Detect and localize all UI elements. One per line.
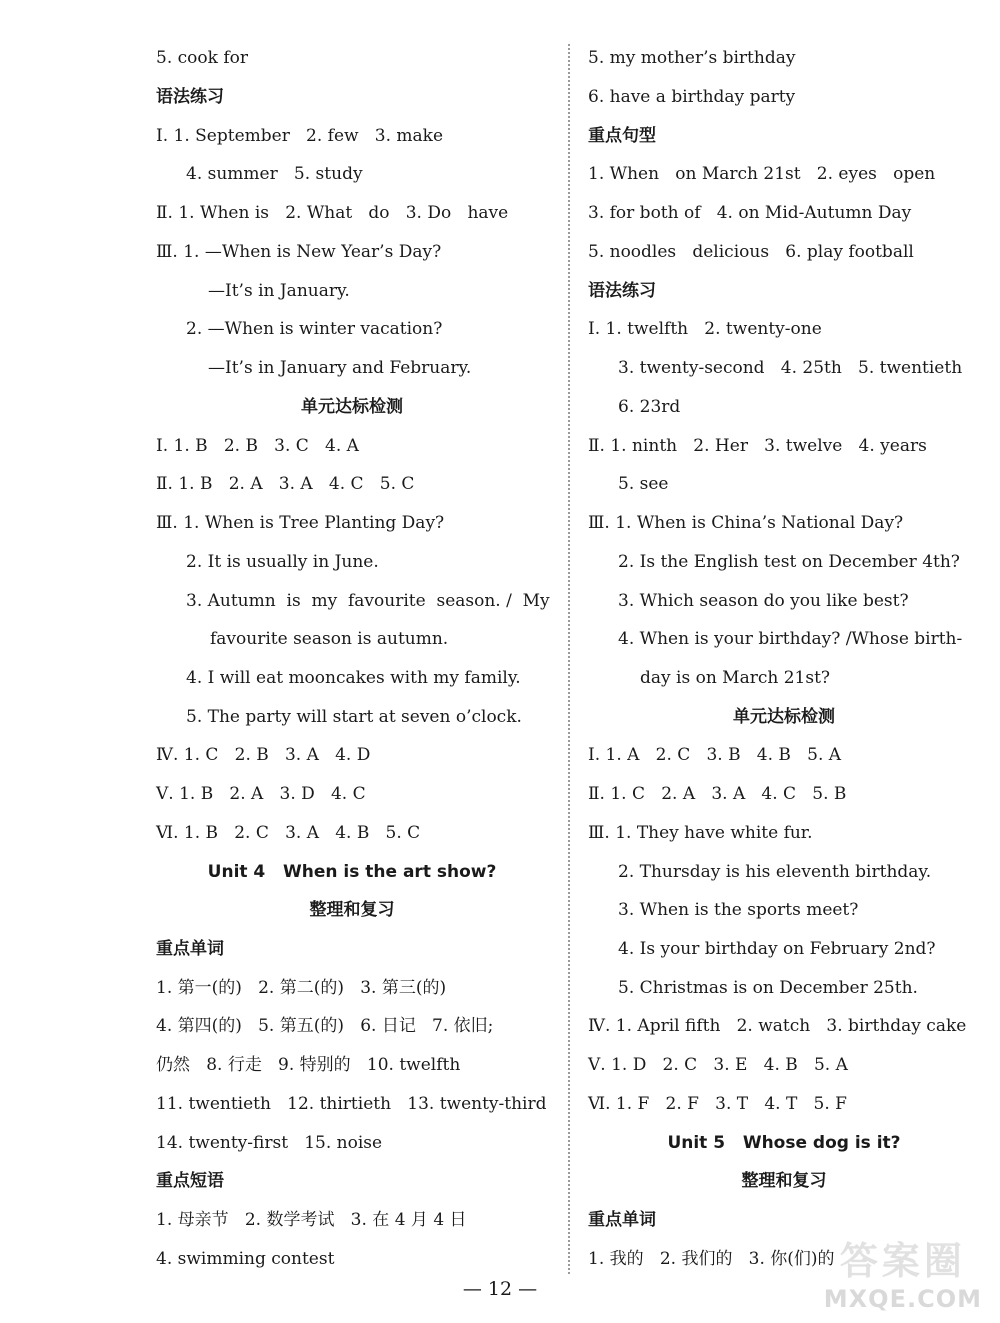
answer-line: 4. 第四(的) 5. 第五(的) 6. 日记 7. 依旧;	[156, 1016, 494, 1036]
section-heading: 整理和复习	[741, 1171, 827, 1191]
answer-line: Ⅱ. 1. ninth 2. Her 3. twelve 4. years	[588, 436, 927, 456]
answer-line: Ⅵ. 1. F 2. F 3. T 4. T 5. F	[588, 1094, 847, 1114]
answer-line: 3. twenty-second 4. 25th 5. twentieth	[618, 358, 963, 378]
answer-line: favourite season is autumn.	[210, 629, 449, 649]
answer-line: Ⅲ. 1. When is China’s National Day?	[588, 513, 904, 533]
answer-line: 3. Which season do you like best?	[618, 591, 909, 611]
answer-line: 2. —When is winter vacation?	[186, 319, 443, 339]
answer-line: 5. see	[618, 474, 669, 494]
answer-line: Ⅰ. 1. September 2. few 3. make	[156, 126, 444, 146]
answer-line: 5. noodles delicious 6. play football	[588, 242, 914, 262]
answer-line: Ⅲ. 1. They have white fur.	[588, 823, 813, 843]
answer-line: 5. cook for	[156, 48, 248, 68]
answer-line: 2. It is usually in June.	[186, 552, 379, 572]
answer-line: 2. Thursday is his eleventh birthday.	[618, 862, 932, 882]
page-number: — 12 —	[462, 1278, 538, 1300]
answer-line: Ⅱ. 1. When is 2. What do 3. Do have	[156, 203, 509, 223]
answer-line: Ⅲ. 1. —When is New Year’s Day?	[156, 242, 442, 262]
section-heading: 单元达标检测	[301, 397, 403, 417]
answer-line: Ⅴ. 1. D 2. C 3. E 4. B 5. A	[588, 1055, 848, 1075]
answer-line: Ⅱ. 1. C 2. A 3. A 4. C 5. B	[588, 784, 847, 804]
answer-line: 5. Christmas is on December 25th.	[618, 978, 918, 998]
answer-line: day is on March 21st?	[640, 668, 831, 688]
watermark-logo	[824, 1230, 982, 1313]
answer-line: 11. twentieth 12. thirtieth 13. twenty-third	[156, 1094, 547, 1114]
unit-title: Unit 5 Whose dog is it?	[667, 1133, 901, 1153]
answer-line: 5. The party will start at seven o’clock.	[186, 707, 522, 727]
answer-line: 1. 第一(的) 2. 第二(的) 3. 第三(的)	[156, 978, 447, 998]
answer-line: 1. When on March 21st 2. eyes open	[588, 164, 936, 184]
section-heading: 整理和复习	[309, 900, 395, 920]
answer-line: 仍然 8. 行走 9. 特别的 10. twelfth	[156, 1055, 461, 1075]
answer-line: Ⅳ. 1. April fifth 2. watch 3. birthday cake	[588, 1016, 967, 1036]
column-divider	[568, 44, 570, 1274]
section-heading: 重点单词	[156, 939, 224, 959]
watermark-logo-text: 答案圈	[839, 1239, 966, 1283]
answer-line: 4. Is your birthday on February 2nd?	[618, 939, 936, 959]
answer-line: 2. Is the English test on December 4th?	[618, 552, 960, 572]
answer-line: 14. twenty-first 15. noise	[156, 1133, 383, 1153]
section-heading: 单元达标检测	[733, 707, 835, 727]
answer-line: 4. swimming contest	[156, 1249, 335, 1269]
answer-line: 3. for both of 4. on Mid-Autumn Day	[588, 203, 912, 223]
answer-line: Ⅱ. 1. B 2. A 3. A 4. C 5. C	[156, 474, 415, 494]
answer-line: Ⅴ. 1. B 2. A 3. D 4. C	[156, 784, 366, 804]
answer-line: Ⅳ. 1. C 2. B 3. A 4. D	[156, 745, 371, 765]
answer-line: Ⅰ. 1. A 2. C 3. B 4. B 5. A	[588, 745, 842, 765]
answer-line: Ⅲ. 1. When is Tree Planting Day?	[156, 513, 445, 533]
answer-line: 5. my mother’s birthday	[588, 48, 796, 68]
section-heading: 语法练习	[588, 281, 656, 301]
section-heading: 重点短语	[156, 1171, 224, 1191]
answer-line: 4. I will eat mooncakes with my family.	[186, 668, 521, 688]
section-heading: 重点单词	[588, 1210, 656, 1230]
answer-line: Ⅵ. 1. B 2. C 3. A 4. B 5. C	[156, 823, 421, 843]
answer-line: 3. Autumn is my favourite season. / My	[186, 591, 550, 611]
answer-line: Ⅰ. 1. B 2. B 3. C 4. A	[156, 436, 359, 456]
answer-line: Ⅰ. 1. twelfth 2. twenty-one	[588, 319, 822, 339]
section-heading: 语法练习	[156, 87, 224, 107]
answer-line: —It’s in January.	[208, 281, 350, 301]
answer-line: 6. have a birthday party	[588, 87, 796, 107]
answer-line: 6. 23rd	[618, 397, 681, 417]
answer-line: 1. 我的 2. 我们的 3. 你(们)的	[588, 1249, 835, 1269]
answer-line: 4. When is your birthday? /Whose birth-	[618, 629, 963, 649]
section-heading: 重点句型	[588, 126, 656, 146]
answer-line: 1. 母亲节 2. 数学考试 3. 在 4 月 4 日	[156, 1210, 467, 1230]
unit-title: Unit 4 When is the art show?	[207, 862, 497, 882]
answer-line: 4. summer 5. study	[186, 164, 363, 184]
answer-line: 3. When is the sports meet?	[618, 900, 859, 920]
watermark-url: MXQE.COM	[823, 1285, 982, 1313]
answer-line: —It’s in January and February.	[208, 358, 472, 378]
